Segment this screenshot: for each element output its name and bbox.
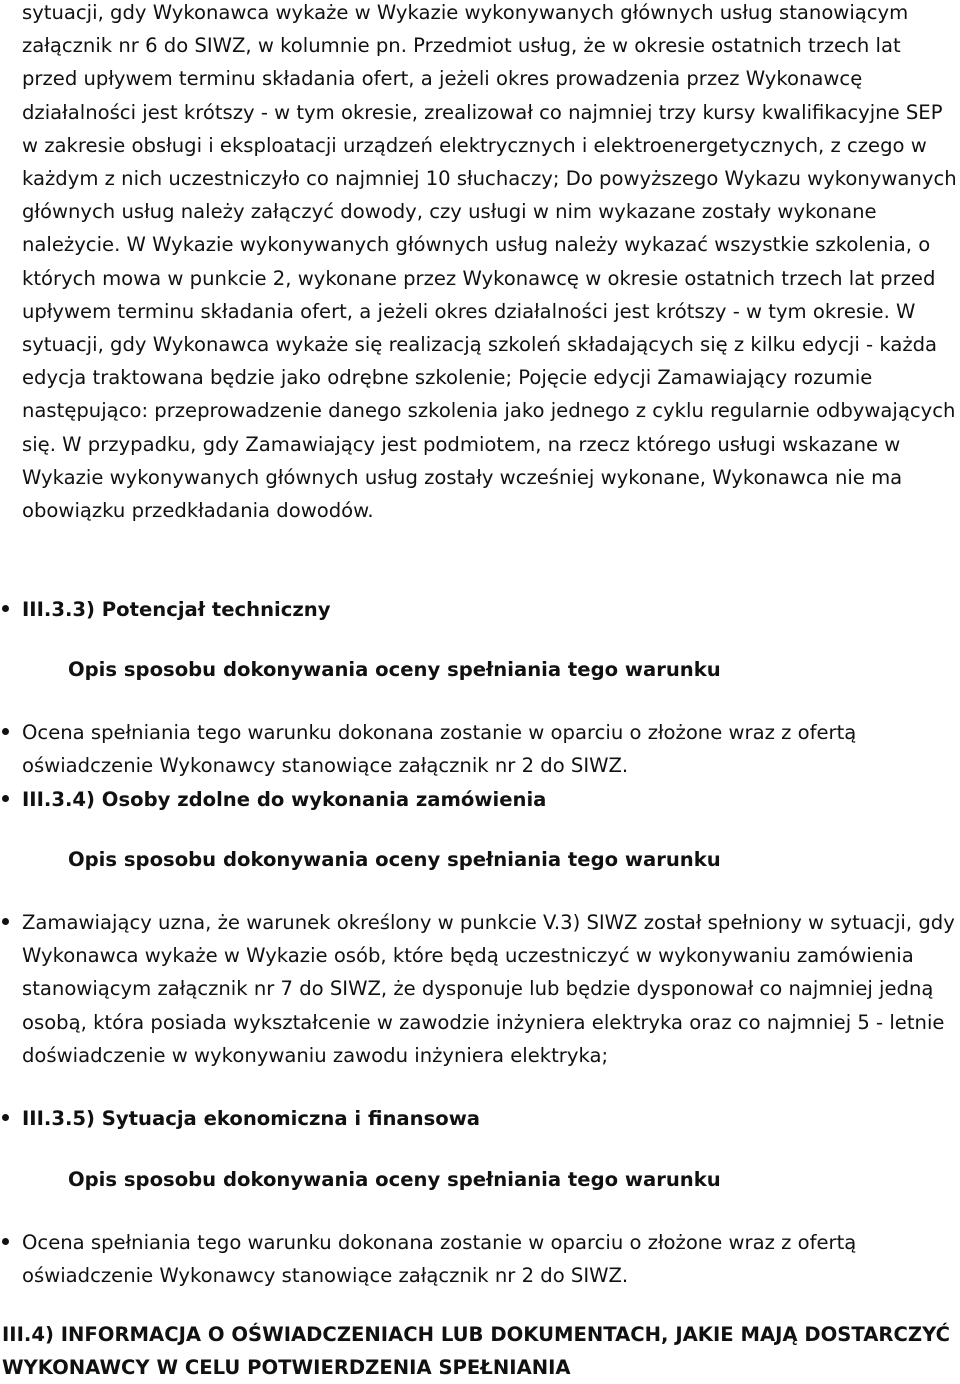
section-subheading: Opis sposobu dokonywania oceny spełniania tego warunku (68, 848, 721, 871)
section-body-sytuacja-ekonomiczna: Ocena spełniania tego warunku dokonana zostanie w oparciu o złożone wraz z ofertą oświadczenie Wykonawcy stanowiące załącznik nr 2 do SIWZ. (22, 1231, 857, 1288)
bullet-icon (2, 605, 9, 612)
section-heading-osoby-zdolne: III.3.4) Osoby zdolne do wykonania zamówienia (22, 788, 547, 811)
section-subheading: Opis sposobu dokonywania oceny spełniania tego warunku (68, 1168, 721, 1191)
bullet-icon (2, 1238, 9, 1245)
bullet-icon (2, 728, 9, 735)
section-body-osoby-zdolne: Zamawiający uzna, że warunek określony w punkcie V.3) SIWZ został spełniony w sytuacji, gdy Wykonawca wykaże w Wykazie osób, które będą uczestniczyć w wykonywaniu zamówienia stanowiącym załącznik nr 7 do SIWZ, że dysponuje lub będzie dysponował co najmniej jedną osobą, która posiada wykształcenie w zawodzie inżyniera elektryka oraz co najmniej 5 - letnie doświadczenie w wykonywaniu zawodu inżyniera elektryka; (22, 911, 955, 1067)
bullet-icon (2, 1114, 9, 1121)
bullet-icon (2, 795, 9, 802)
section-body-potencjal-techniczny: Ocena spełniania tego warunku dokonana zostanie w oparciu o złożone wraz z ofertą oświadczenie Wykonawcy stanowiące załącznik nr 2 do SIWZ. (22, 721, 857, 778)
bullet-icon (2, 918, 9, 925)
section-heading-potencjal-techniczny: III.3.3) Potencjał techniczny (22, 598, 331, 621)
intro-paragraph: sytuacji, gdy Wykonawca wykaże w Wykazie wykonywanych głównych usług stanowiącym załącznik nr 6 do SIWZ, w kolumnie pn. Przedmiot usług, że w okresie ostatnich trzech lat przed upływem terminu składania ofert, a jeżeli okres prowadzenia przez Wykonawcę działalności jest krótszy - w tym okresie, zrealizował co najmniej trzy kursy kwalifikacyjne SEP w zakresie obsługi i eksploatacji urządzeń elektrycznych i elektroenergetycznych, z czego w każdym z nich uczestniczyło co najmniej 10 słuchaczy; Do powyższego Wykazu wykonywanych głównych usług należy załączyć dowody, czy usługi w nim wykazane zostały wykonane należycie. W Wykazie wykonywanych głównych usług należy wykazać wszystkie szkolenia, o których mowa w punkcie 2, wykonane przez Wykonawcę w okresie ostatnich trzech lat przed upływem terminu składania ofert, a jeżeli okres działalności jest krótszy - w tym okresie. W sytuacji, gdy Wykonawca wykaże się realizacją szkoleń składających się z kilku edycji - każda edycja traktowana będzie jako odrębne szkolenie; Pojęcie edycji Zamawiający rozumie następująco: przeprowadzenie danego szkolenia jako jednego z cyklu regularnie odbywających się. W przypadku, gdy Zamawiający jest podmiotem, na rzecz którego usługi wskazane w Wykazie wykonywanych głównych usług zostały wcześniej wykonane, Wykonawca nie ma obowiązku przedkładania dowodów. (22, 1, 957, 523)
main-heading-informacja: III.4) INFORMACJA O OŚWIADCZENIACH LUB DOKUMENTACH, JAKIE MAJĄ DOSTARCZYĆ WYKONAWCY W CELU POTWIERDZENIA SPEŁNIANIA (2, 1323, 950, 1379)
section-heading-sytuacja-ekonomiczna: III.3.5) Sytuacja ekonomiczna i finansowa (22, 1107, 481, 1130)
section-subheading: Opis sposobu dokonywania oceny spełniania tego warunku (68, 658, 721, 681)
